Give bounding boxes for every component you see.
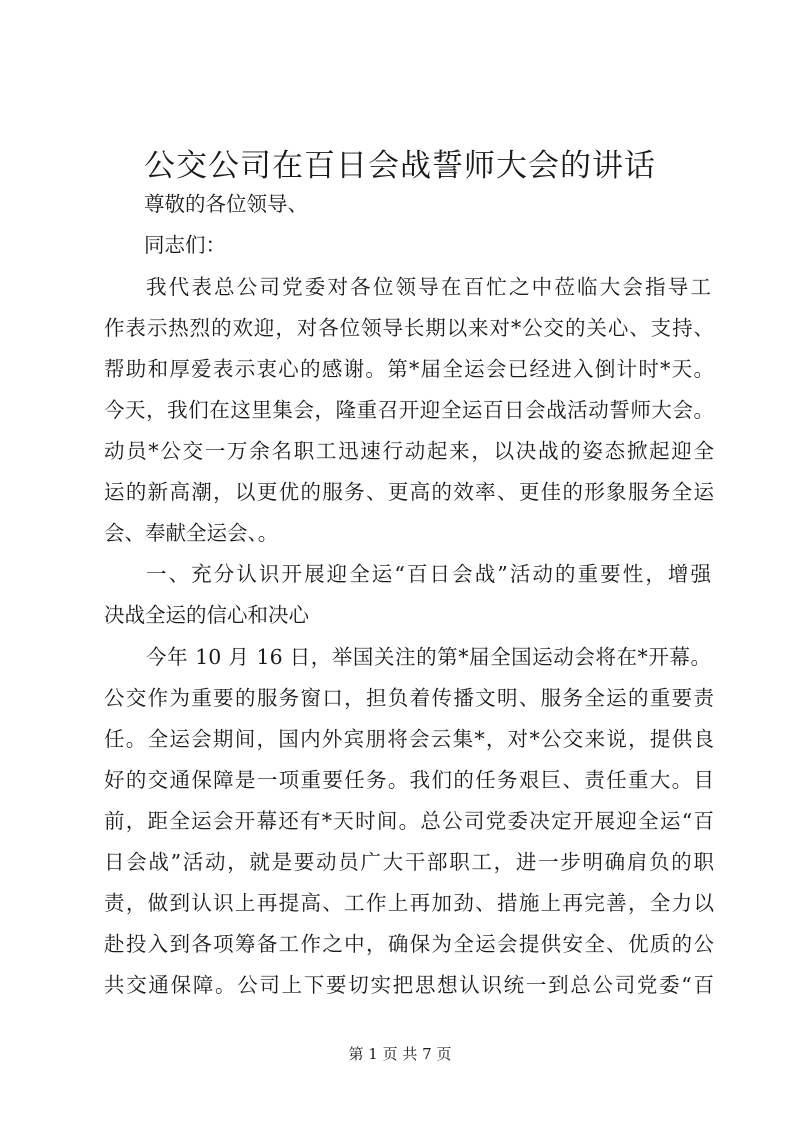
paragraph-line: 运的新高潮，以更优的服务、更高的效率、更佳的形象服务全运	[104, 480, 714, 504]
paragraph-line: 前，距全运会开幕还有*天时间。总公司党委决定开展迎全运“百	[104, 809, 714, 833]
paragraph-line: 责，做到认识上再提高、工作上再加劲、措施上再完善，全力以	[104, 891, 714, 915]
paragraph-line: 我代表总公司党委对各位领导在百忙之中莅临大会指导工	[146, 275, 711, 299]
paragraph-line: 日会战”活动，就是要动员广大干部职工，进一步明确肩负的职	[104, 850, 714, 874]
paragraph-line: 作表示热烈的欢迎，对各位领导长期以来对*公交的关心、支持、	[104, 316, 714, 340]
paragraph-line: 今天，我们在这里集会，隆重召开迎全运百日会战活动誓师大会。	[104, 398, 714, 422]
paragraph-line: 今年 10 月 16 日，举国关注的第*届全国运动会将在*开幕。	[146, 645, 711, 669]
section-heading-line: 决战全运的信心和决心	[104, 603, 309, 627]
paragraph-line: 好的交通保障是一项重要任务。我们的任务艰巨、责任重大。目	[104, 768, 714, 792]
section-heading-line: 一、充分认识开展迎全运“百日会战”活动的重要性，增强	[146, 562, 711, 586]
salutation-line-1: 尊敬的各位领导、	[144, 192, 308, 216]
paragraph-line: 动员*公交一万余名职工迅速行动起来，以决战的姿态掀起迎全	[104, 439, 714, 463]
paragraph-line: 赴投入到各项筹备工作之中，确保为全运会提供安全、优质的公	[104, 932, 714, 956]
salutation-line-2: 同志们：	[144, 233, 226, 257]
document-title: 公交公司在百日会战誓师大会的讲话	[144, 148, 656, 184]
paragraph-line: 共交通保障。公司上下要切实把思想认识统一到总公司党委“百	[104, 973, 714, 997]
paragraph-line: 公交作为重要的服务窗口，担负着传播文明、服务全运的重要责	[104, 686, 714, 710]
paragraph-line: 帮助和厚爱表示衷心的感谢。第*届全运会已经进入倒计时*天。	[104, 357, 714, 381]
page-number-footer: 第 1 页 共 7 页	[348, 1045, 452, 1063]
paragraph-line: 会、奉献全运会、。	[104, 521, 279, 545]
paragraph-line: 任。全运会期间，国内外宾朋将会云集*，对*公交来说，提供良	[104, 727, 714, 751]
